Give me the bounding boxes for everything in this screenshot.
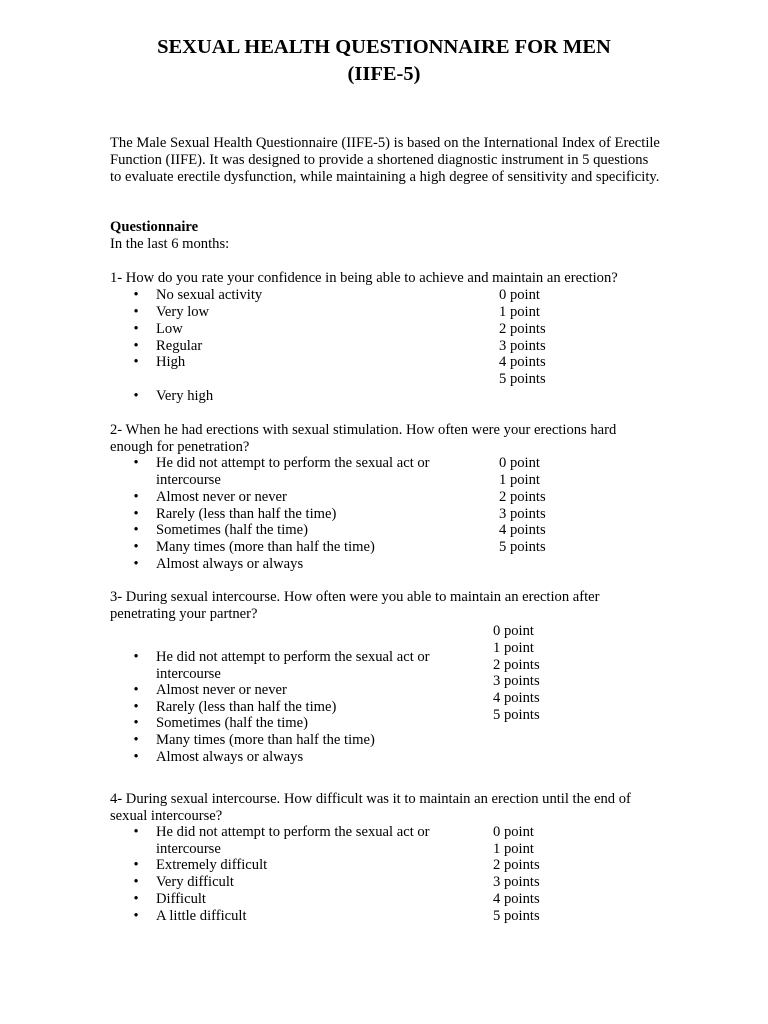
title-line-2: (IIFE-5): [347, 63, 421, 85]
bullet: [124, 556, 148, 573]
q2-option: Rarely (less than half the time): [156, 506, 337, 522]
section-heading: Questionnaire: [110, 219, 199, 235]
question-1-text: 1- How do you rate your confidence in being able to achieve and maintain an erection?: [110, 270, 618, 286]
bullet: [124, 321, 148, 338]
q2-option: Many times (more than half the time): [156, 539, 375, 555]
q4-option: A little difficult: [156, 908, 247, 924]
q1-points: 4 points: [499, 354, 546, 370]
q3-option: Many times (more than half the time): [156, 732, 375, 748]
q2-option: Almost never or never: [156, 489, 287, 505]
q3-option: He did not attempt to perform the sexual act or intercourse: [156, 649, 430, 682]
q3-points: 3 points: [493, 673, 540, 689]
q2-points: 1 point: [499, 472, 540, 488]
q1-points: 3 points: [499, 338, 546, 354]
bullet: [124, 874, 148, 891]
q4-option: He did not attempt to perform the sexual act or intercourse: [156, 824, 430, 857]
q2-points: 5 points: [499, 539, 546, 555]
bullet: [124, 682, 148, 699]
q2-points: 0 point: [499, 455, 540, 471]
bullet: [124, 304, 148, 321]
title-line-1: SEXUAL HEALTH QUESTIONNAIRE FOR MEN: [157, 36, 611, 58]
question-3-text: 3- During sexual intercourse. How often were you able to maintain an erection after penetrating your partner?: [110, 589, 600, 622]
q2-option: Sometimes (half the time): [156, 522, 308, 538]
q1-points: 2 points: [499, 321, 546, 337]
q1-points: 5 points: [499, 371, 546, 387]
q4-option: Very difficult: [156, 874, 234, 890]
bullet: [124, 715, 148, 732]
section-subtitle: In the last 6 months:: [110, 236, 230, 252]
q3-points: 2 points: [493, 657, 540, 673]
q4-option: Extremely difficult: [156, 857, 268, 873]
bullet: [124, 287, 148, 304]
question-4-text: 4- During sexual intercourse. How difficult was it to maintain an erection until the end of sexual intercourse?: [110, 791, 631, 824]
bullet: [124, 732, 148, 749]
q3-points: 0 point: [493, 623, 534, 639]
bullet: [124, 338, 148, 355]
q1-option: High: [156, 354, 186, 370]
q2-points: 2 points: [499, 489, 546, 505]
q3-points: 5 points: [493, 707, 540, 723]
bullet: [124, 522, 148, 539]
q2-option: Almost always or always: [156, 556, 304, 572]
bullet: [124, 506, 148, 523]
q4-points: 4 points: [493, 891, 540, 907]
q1-option: No sexual activity: [156, 287, 263, 303]
q2-option: He did not attempt to perform the sexual act or intercourse: [156, 455, 430, 488]
bullet: [124, 857, 148, 874]
q3-option: Almost always or always: [156, 749, 304, 765]
q2-points: 4 points: [499, 522, 546, 538]
intro-paragraph: The Male Sexual Health Questionnaire (IIFE-5) is based on the International Index of Erectile Function (IIFE). It was designed to provide a shortened diagnostic instrument in 5 questions to evaluate erectile dysfunction, while maintaining a high degree of sensitivity and specificity.: [110, 135, 660, 185]
bullet: [124, 455, 148, 472]
q3-option: Rarely (less than half the time): [156, 699, 337, 715]
q3-option: Sometimes (half the time): [156, 715, 308, 731]
q4-points: 3 points: [493, 874, 540, 890]
q4-points: 2 points: [493, 857, 540, 873]
bullet: [124, 489, 148, 506]
q1-points: 1 point: [499, 304, 540, 320]
page-title: [0, 34, 768, 88]
q1-option: Regular: [156, 338, 203, 354]
q2-points: 3 points: [499, 506, 546, 522]
q3-points: 1 point: [493, 640, 534, 656]
q4-option: Difficult: [156, 891, 206, 907]
q3-option: Almost never or never: [156, 682, 287, 698]
bullet: [124, 749, 148, 766]
q3-points: 4 points: [493, 690, 540, 706]
q1-points: 0 point: [499, 287, 540, 303]
bullet: [124, 649, 148, 666]
bullet: [124, 891, 148, 908]
q1-option: Low: [156, 321, 183, 337]
bullet: [124, 539, 148, 556]
q1-option: Very low: [156, 304, 210, 320]
question-2-text: 2- When he had erections with sexual stimulation. How often were your erections hard enough for penetration?: [110, 422, 617, 455]
q1-option: Very high: [156, 388, 214, 404]
bullet: [124, 824, 148, 841]
q4-points: 0 point: [493, 824, 534, 840]
bullet: [124, 908, 148, 925]
q4-points: 5 points: [493, 908, 540, 924]
bullet: [124, 699, 148, 716]
q4-points: 1 point: [493, 841, 534, 857]
bullet: [124, 388, 148, 405]
bullet: [124, 354, 148, 371]
